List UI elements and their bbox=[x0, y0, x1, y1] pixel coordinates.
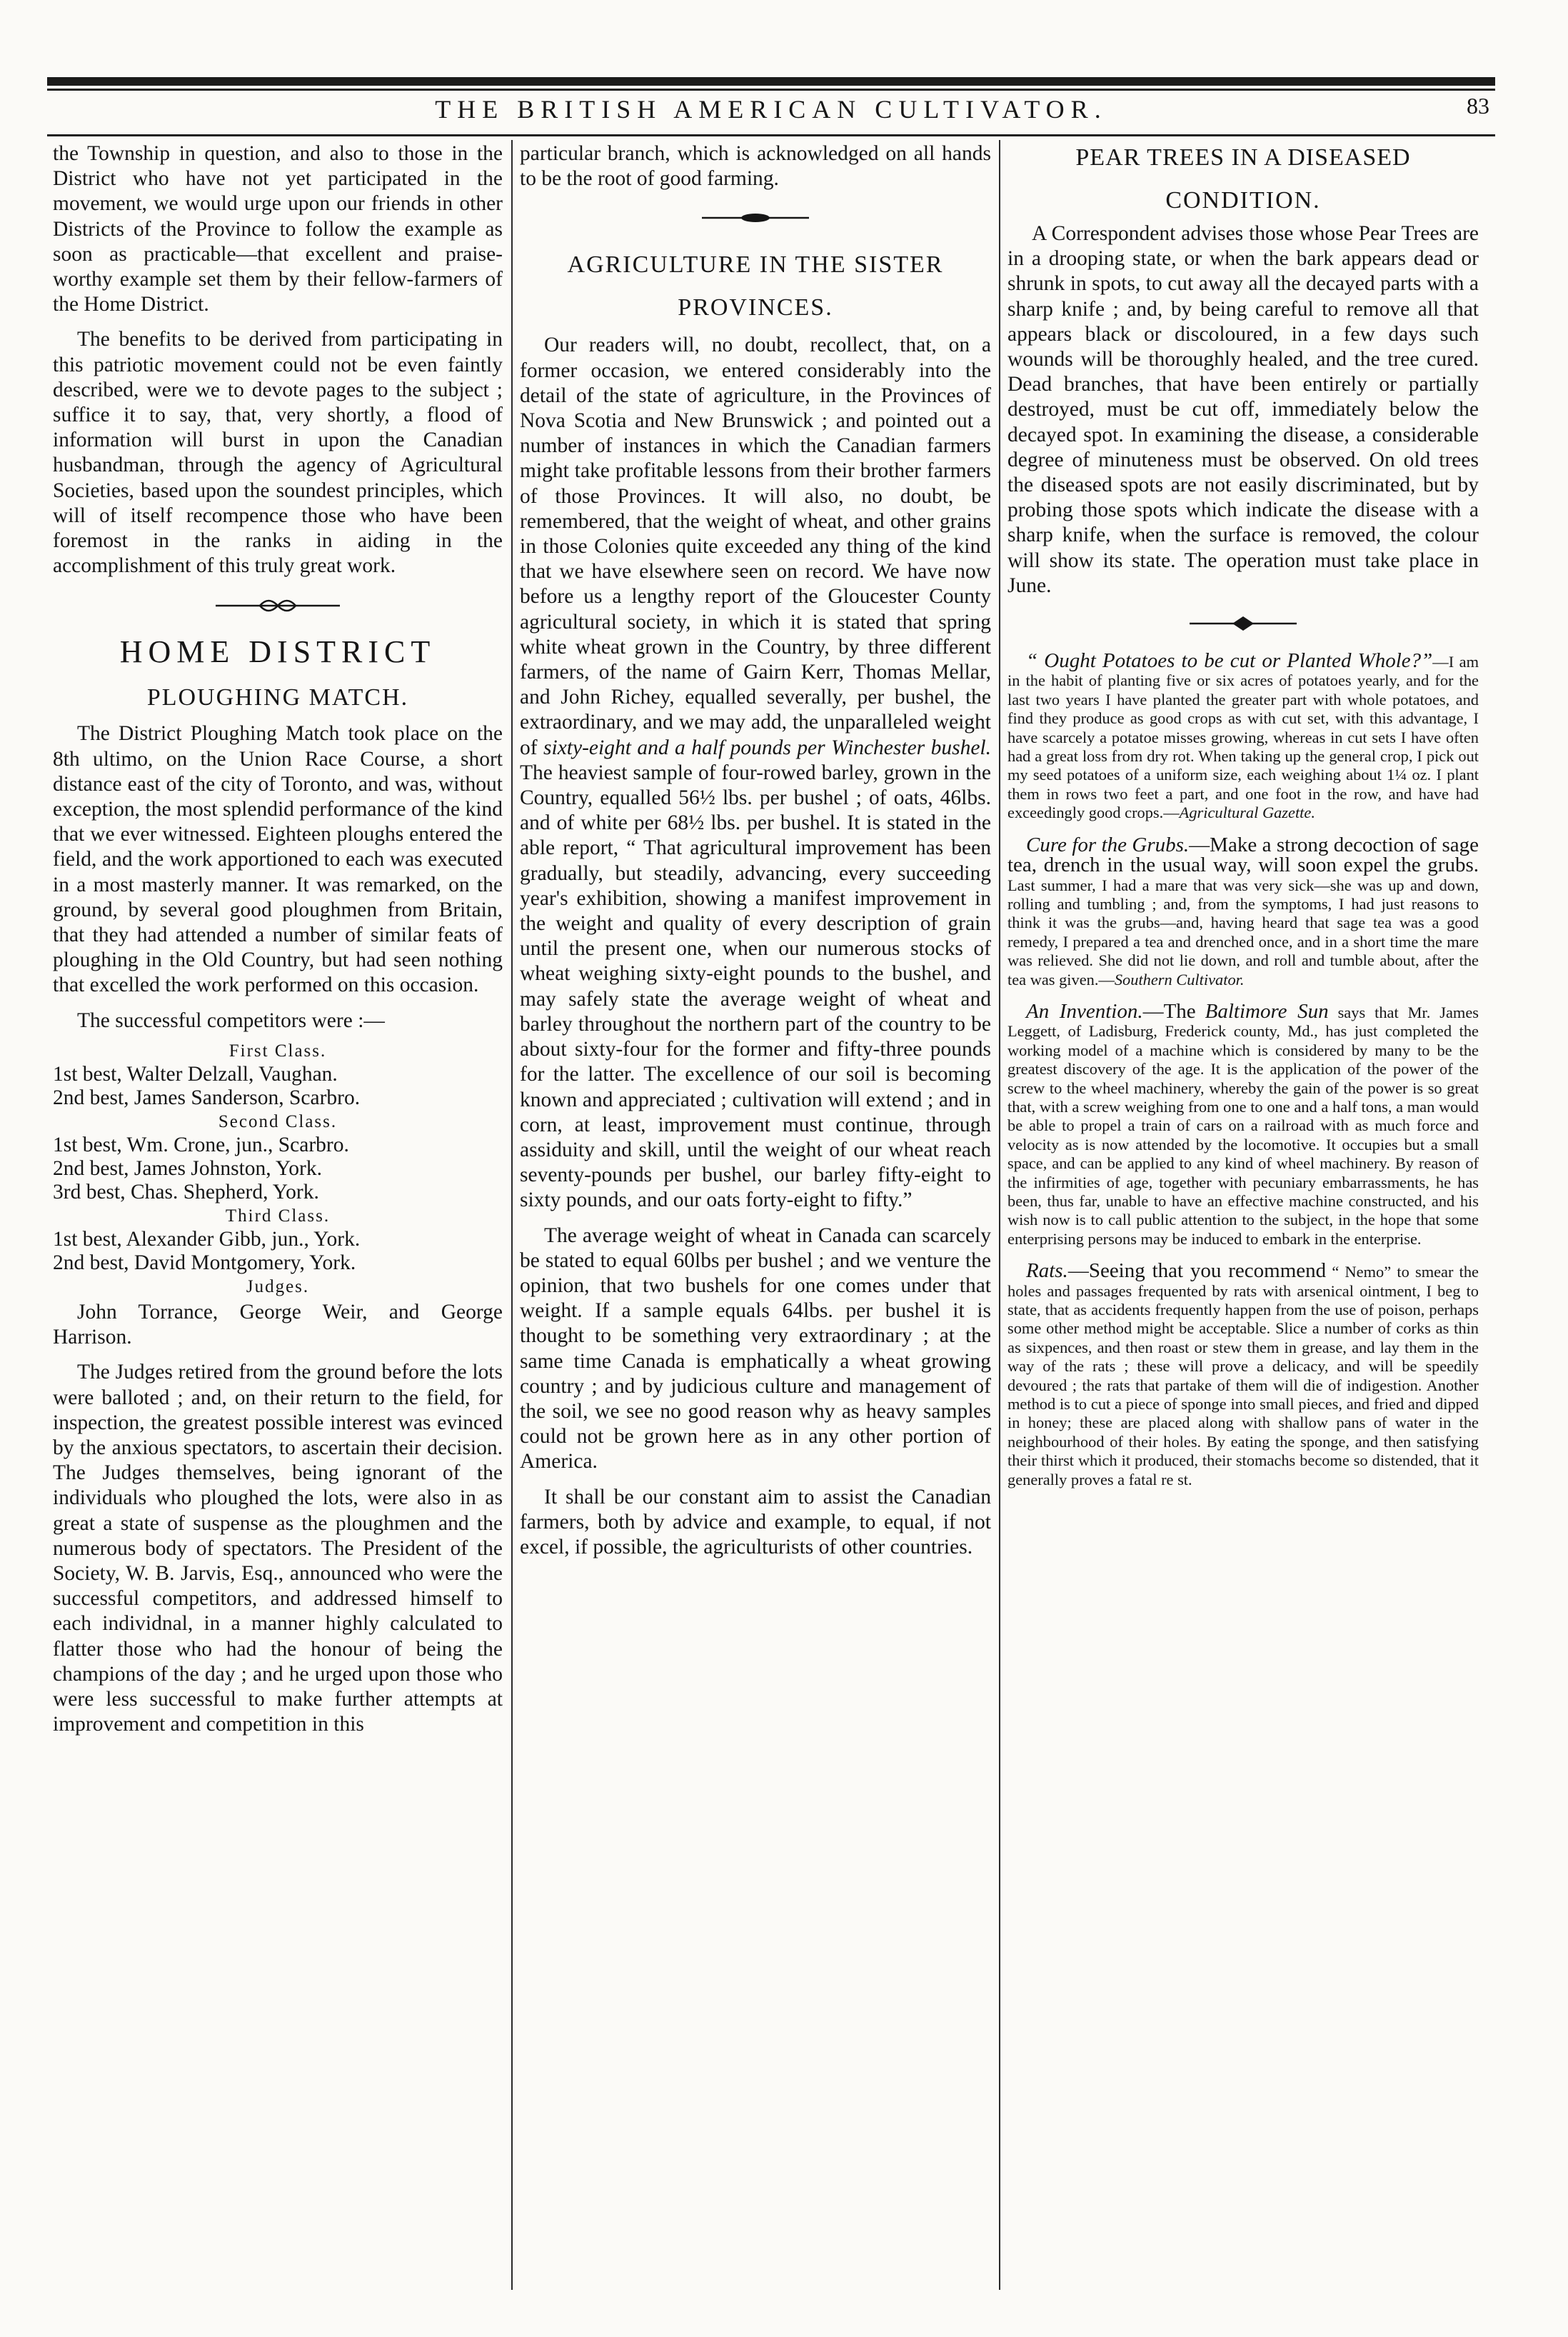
ornament-divider bbox=[520, 207, 991, 239]
item-body: “ Nemo” to smear the holes and passages frequented by rats with arsenical ointment, I beg to state, that as accidents frequently happen from the use of poison, perhaps some other method might be acceptable. Slice a number of corks as thin as sixpences, and then roast or stew them in grease, and lay them in the way of the rats ; these will prove a delicacy, and will be speedily devoured ; the rats that partake of them will die of indigestion. Another method is to cut a piece of sponge into small pieces, and fried and dipped in honey; these are placed along with shallow pans of water in the neighbourhood of their holes. By eating the sponge, and then satisfying their thirst which it produced, their stomachs become so distended, that it generally proves a fatal re st. bbox=[1007, 1263, 1479, 1488]
paragraph-benefits: The benefits to be derived from participating in this patriotic movement could not be even faintly described, were we to devote pages to the subject ; suffice it to say, that, very shortly, a flood of information will burst in upon the Canadian husbandman, through the agency of Agricultural Societies, based upon the soundest principles, which will of itself recompence those who have been foremost in the ranks in aiding in the accomplishment of this truly great work. bbox=[53, 328, 503, 578]
item-lead: —The bbox=[1142, 999, 1196, 1023]
ornament-divider bbox=[53, 590, 503, 621]
item-title: Rats. bbox=[1026, 1259, 1068, 1283]
ornament-divider bbox=[1007, 613, 1479, 644]
column-divider-right bbox=[999, 140, 1000, 2290]
paragraph-aim: It shall be our constant aim to assist the Canadian farmers, both by advice and example, to equal, if not excel, if possible, the agriculturists of other countries. bbox=[520, 1485, 991, 1558]
running-head-rule bbox=[47, 134, 1495, 136]
masthead-rule-thin bbox=[47, 89, 1495, 91]
column-three bbox=[1007, 141, 1479, 1489]
item-title: An Invention. bbox=[1026, 999, 1143, 1023]
first-class-label: First Class. bbox=[228, 1041, 327, 1061]
paragraph-text: The heaviest sample of four-rowed barley, grown in the Country, equalled 56½ lbs. per bushel ; of oats, 46lbs. and of white per 68½ lbs. per bushel. It is stated in the able report, “ That agricultural improvement has been gradually, but steadily, advancing, every succeeding year's exhibition, showing a manifest improvement in the weight and quality of every description of grain until the present one, when our numerous stocks of wheat weighing sixty-eight pounds to the bushel, and may safely state the average weight of wheat and barley throughout the northern part of the country to be about sixty-four for the former and fifty-three pounds for the latter. The excellence of our soil is becoming known and appreciated ; cultivation will extend ; and in corn, at least, improvement must continue, through assiduity and skill, until the weight of our wheat reach seventy-pounds per bushel, our barley fifty-eight to sixty pounds, and our oats forty-eight to fifty.” bbox=[520, 761, 991, 1212]
heading-pear-trees: PEAR TREES IN A DISEASED bbox=[1075, 144, 1411, 171]
item-potatoes bbox=[1007, 651, 1479, 823]
item-body: says that Mr. James Leggett, of Ladisburg, Frederick county, Md., has just completed the working model of a machine which is considered by many to be the greatest discovery of the age. It is the application of the power of the screw to the wheel machinery, whereby the gain of the power is so great that, with a screw weighing from one to one and a half tons, a man would be able to propel a train of cars on a railroad with as much force and velocity as is now attended by the locomotive. It occupies but a small space, and can be applied to any kind of wheel machinery. By reason of the infirmities of age, together with pecuniary embarrassments, he has been, thus far, unable to have an effective machine constructed, and his wish now is to call public attention to the subject, in the hope that some enterprising persons may be induced to embark in the enterprise. bbox=[1007, 1003, 1479, 1248]
item-source: Agricultural Gazette. bbox=[1179, 804, 1315, 822]
miscellany-items bbox=[1007, 651, 1479, 1489]
prize-list bbox=[53, 1039, 503, 1298]
heading-ploughing-match: PLOUGHING MATCH. bbox=[146, 684, 409, 711]
item-source: Southern Cultivator. bbox=[1114, 970, 1245, 989]
item-lead: —Seeing that you recommend bbox=[1067, 1259, 1327, 1283]
heading-condition: CONDITION. bbox=[1165, 187, 1321, 214]
list-item: 1st best, Walter Delzall, Vaughan. bbox=[53, 1062, 338, 1086]
item-body: Last summer, I had a mare that was very sick—she was up and down, rolling and tumbling ; and, from the symptoms, I had just reasons to think it was the grubs—and, having heard that sage tea was a good remedy, I prepared a tea and drenched once, and in a short time the mare was relieved. She did not lie down, and roll and tumble about, after the tea was given.— bbox=[1007, 876, 1479, 989]
item-newspaper: Baltimore Sun bbox=[1205, 999, 1329, 1023]
emphasis-weight: sixty-eight and a half pounds per Winchester bushel. bbox=[543, 736, 991, 759]
running-head bbox=[47, 93, 1495, 136]
paragraph-match-report: The District Ploughing Match took place on the 8th ultimo, on the Union Race Course, a short distance east of the city of Toronto, and was, without exception, the most splendid performance of the kind that we ever witnessed. Eighteen ploughs entered the field, and the work apportioned to each was executed in a most masterly manner. It was remarked, on the ground, by several good ploughmen from Britain, that they had attended a number of similar feats of ploughing in the Old Country, but had seen nothing that excelled the work performed on this occasion. bbox=[53, 722, 503, 997]
item-grubs bbox=[1007, 833, 1479, 989]
paragraph-text: Our readers will, no doubt, recollect, that, on a former occasion, we entered considerably into the detail of the state of agriculture, in the Provinces of Nova Scotia and New Brunswick ; and pointed out a number of instances in which the Canadian farmers might take profitable lessons from their brother farmers of those Provinces. It will also, no doubt, be remembered, that the weight of wheat, and other grains in those Colonies quite exceeded any thing of the kind that we have elsewhere seen on record. We have now before us a lengthy report of the Gloucester County agricultural society, in which it is stated that spring white wheat grown in the Country, by three different farmers, of the name of Gairn Kerr, Thomas Mellar, and John Richey, equalled severally, per bushel, the extraordinary, and we may add, the unparalleled weight of bbox=[520, 334, 991, 759]
list-item: 2nd best, David Montgomery, York. bbox=[53, 1251, 356, 1274]
item-lead: —Make a strong decoction of sage tea, drench in the usual way, will soon expel the grubs. bbox=[1007, 833, 1479, 877]
judges-label: Judges. bbox=[246, 1276, 310, 1296]
page-number: 83 bbox=[1467, 93, 1489, 119]
heading-home-district: HOME DISTRICT bbox=[119, 634, 436, 670]
third-class-label: Third Class. bbox=[225, 1206, 331, 1226]
heading-agriculture-sister: AGRICULTURE IN THE SISTER bbox=[567, 251, 944, 279]
masthead-rule-thick bbox=[47, 77, 1495, 86]
column-two bbox=[520, 141, 991, 1560]
list-item: 3rd best, Chas. Shepherd, York. bbox=[53, 1180, 319, 1203]
item-body: —I am in the habit of planting five or six acres of potatoes yearly, and for the last two years I have planted the greater part with whole potatoes, and find they produce as good crops as with cut set, with this advantage, I have scarcely a potatoe misses growing, whereas in cut sets I have often had a great loss from dry rot. When taking up the general crop, I pick out my seed potatoes of a uniform size, each weighing about 1¼ oz. I plant them in rows two feet a part, and one foot in the row, and have had exceedingly good crops.— bbox=[1007, 653, 1479, 822]
list-item: 2nd best, James Johnston, York. bbox=[53, 1156, 322, 1180]
item-invention bbox=[1007, 999, 1479, 1248]
list-item: 2nd best, James Sanderson, Scarbro. bbox=[53, 1086, 361, 1109]
list-item: 1st best, Alexander Gibb, jun., York. bbox=[53, 1227, 361, 1251]
paragraph-average-weight: The average weight of wheat in Canada can scarcely be stated to equal 60lbs per bushel ; and we venture the opinion, that two bushels for one comes under that weight. If a sample equals 64lbs. per bushel it is thought to be something very extraordinary ; at the same time Canada is emphatically a wheat growing country ; and by judicious culture and management of the soil, we see no good reason why as heavy samples could not be grown here as in any other portion of America. bbox=[520, 1223, 991, 1473]
item-title: “ Ought Potatoes to be cut or Planted Whole?” bbox=[1026, 649, 1433, 673]
paragraph-pear-trees: A Correspondent advises those whose Pear Trees are in a drooping state, or when the bark appears dead or shrunk in spots, to cut away all the decayed parts with a sharp knife ; and, by being careful to remove all that appears black or discoloured, in a few days such wounds will be thoroughly healed, and the tree cured. Dead branches, that have been entirely or partially destroyed, must be cut off, immediately below the decayed spot. In examining the disease, a considerable degree of minuteness must be observed. On old trees the diseased spots are not easily discriminated, but by probing those spots which indicate the disease with a sharp knife, when the surface is removed, the colour will show its state. The operation must take place in June. bbox=[1007, 222, 1479, 597]
running-title: THE BRITISH AMERICAN CULTIVATOR. bbox=[435, 95, 1107, 124]
column-one bbox=[53, 141, 503, 1737]
heading-provinces: PROVINCES. bbox=[678, 294, 833, 321]
paragraph-judges-names: John Torrance, George Weir, and George Harrison. bbox=[53, 1300, 503, 1349]
item-rats bbox=[1007, 1261, 1479, 1489]
column-divider-left bbox=[511, 140, 513, 2290]
paragraph-competitors: The successful competitors were :— bbox=[77, 1009, 385, 1032]
paragraph-judges-decision: The Judges retired from the ground before the lots were balloted ; and, on their return to the field, for inspection, the greatest possible interest was evinced by the anxious spectators, to ascertain their decision. The Judges themselves, being ignorant of the individuals who ploughed the lots, were also in as great a state of suspense as the ploughmen and the numerous body of spectators. The President of the Society, W. B. Jarvis, Esq., announced who were the successful competitors, and addressed himself to each individnal, in a manner highly calculated to flatter those who had the honour of being the champions of the day ; and he urged upon those who were less successful to make further attempts at improvement and competition in this bbox=[53, 1361, 503, 1736]
paragraph-continued: particular branch, which is acknowledged on all hands to be the root of good farming. bbox=[520, 142, 991, 191]
second-class-label: Second Class. bbox=[218, 1111, 338, 1131]
list-item: 1st best, Wm. Crone, jun., Scarbro. bbox=[53, 1133, 349, 1156]
paragraph-intro: the Township in question, and also to those in the District who have not yet participated in the movement, we would urge upon our friends in other Districts of the Province to follow the example as soon as practicable—that excellent and praise-worthy example set them by their fellow-farmers of the Home District. bbox=[53, 142, 503, 316]
paragraph-sister-provinces bbox=[520, 333, 991, 1213]
item-title: Cure for the Grubs. bbox=[1026, 833, 1190, 856]
